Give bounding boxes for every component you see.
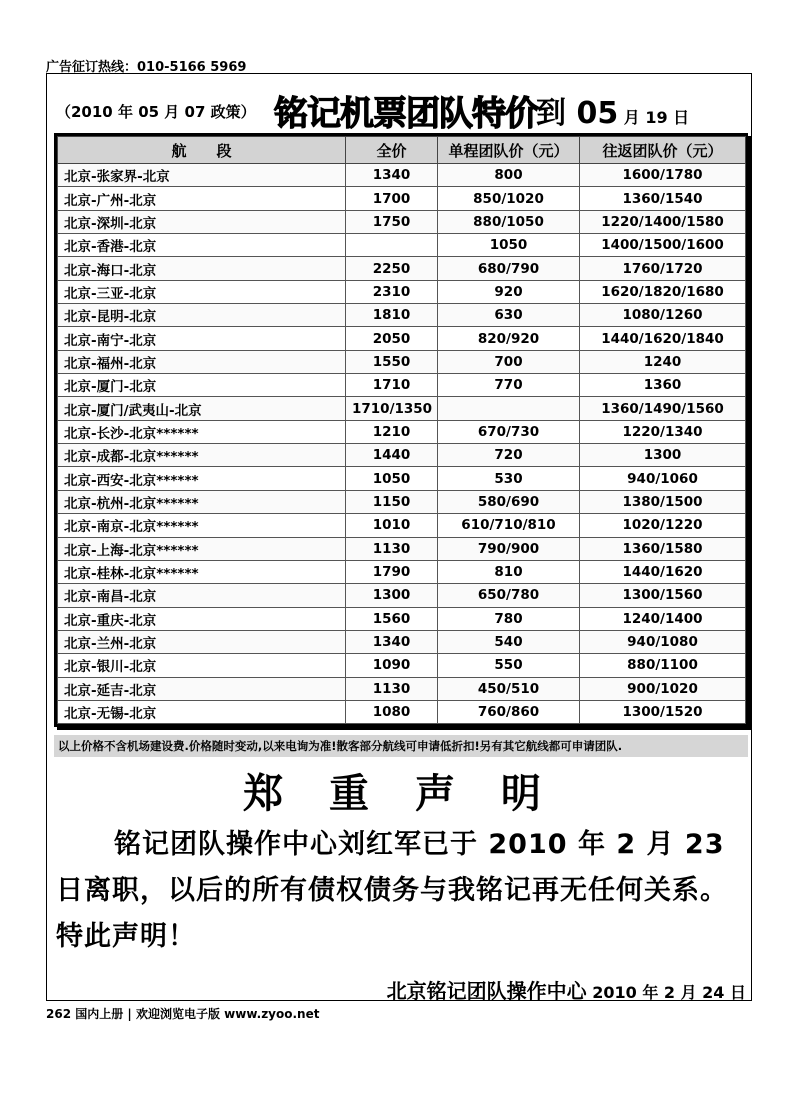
table-row <box>58 467 746 490</box>
route-cell: 北京-深圳-北京 <box>58 210 346 233</box>
table-row <box>58 257 746 280</box>
oneway-price-cell <box>438 397 580 420</box>
table-row <box>58 187 746 210</box>
oneway-price-cell: 920 <box>438 280 580 303</box>
return-price-cell: 1360/1580 <box>580 537 746 560</box>
return-price-cell: 1300/1560 <box>580 584 746 607</box>
return-price-cell: 940/1080 <box>580 630 746 653</box>
fare-table <box>57 136 746 724</box>
route-cell: 北京-桂林-北京****** <box>58 560 346 583</box>
price-note: 以上价格不含机场建设费.价格随时变动,以来电询为准!散客部分航线可申请低折扣!另有其它航线都可申请团队. <box>54 735 748 757</box>
table-row <box>58 490 746 513</box>
fare-table-container <box>54 133 748 727</box>
col-oneway-group: 单程团队价（元） <box>438 137 580 164</box>
return-price-cell: 900/1020 <box>580 677 746 700</box>
full-price-cell: 1750 <box>346 210 438 233</box>
full-price-cell: 1340 <box>346 630 438 653</box>
table-row <box>58 654 746 677</box>
route-cell: 北京-兰州-北京 <box>58 630 346 653</box>
table-row <box>58 420 746 443</box>
route-cell: 北京-厦门-北京 <box>58 374 346 397</box>
full-price-cell: 1790 <box>346 560 438 583</box>
return-price-cell: 1080/1260 <box>580 304 746 327</box>
table-row <box>58 374 746 397</box>
full-price-cell: 2050 <box>346 327 438 350</box>
oneway-price-cell: 580/690 <box>438 490 580 513</box>
table-row <box>58 164 746 187</box>
oneway-price-cell: 700 <box>438 350 580 373</box>
route-cell: 北京-长沙-北京****** <box>58 420 346 443</box>
route-cell: 北京-昆明-北京 <box>58 304 346 327</box>
return-price-cell: 1440/1620/1840 <box>580 327 746 350</box>
route-cell: 北京-福州-北京 <box>58 350 346 373</box>
route-cell: 北京-西安-北京****** <box>58 467 346 490</box>
return-price-cell: 1300 <box>580 444 746 467</box>
declaration-signature <box>387 975 746 1004</box>
oneway-price-cell: 1050 <box>438 234 580 257</box>
route-cell: 北京-无锡-北京 <box>58 700 346 723</box>
declaration-title: 郑 重 声 明 <box>243 771 557 817</box>
table-row <box>58 397 746 420</box>
table-row <box>58 210 746 233</box>
oneway-price-cell: 800 <box>438 164 580 187</box>
oneway-price-cell: 540 <box>438 630 580 653</box>
oneway-price-cell: 550 <box>438 654 580 677</box>
route-cell: 北京-南昌-北京 <box>58 584 346 607</box>
return-price-cell: 1620/1820/1680 <box>580 280 746 303</box>
table-row <box>58 304 746 327</box>
full-price-cell: 1130 <box>346 537 438 560</box>
table-row <box>58 630 746 653</box>
return-price-cell: 940/1060 <box>580 467 746 490</box>
table-row <box>58 677 746 700</box>
return-price-cell: 1220/1340 <box>580 420 746 443</box>
oneway-price-cell: 760/860 <box>438 700 580 723</box>
full-price-cell: 1080 <box>346 700 438 723</box>
return-price-cell: 1600/1780 <box>580 164 746 187</box>
return-price-cell: 1760/1720 <box>580 257 746 280</box>
declaration-text: 铭记团队操作中心刘红军已于 2010 年 2 月 23 日离职，以后的所有债权债务与我铭记再无任何关系。特此声明！ <box>56 829 728 952</box>
table-row <box>58 280 746 303</box>
valid-until-day: 到 05 <box>536 96 619 131</box>
return-price-cell: 1020/1220 <box>580 514 746 537</box>
route-cell: 北京-南京-北京****** <box>58 514 346 537</box>
table-row <box>58 234 746 257</box>
oneway-price-cell: 630 <box>438 304 580 327</box>
return-price-cell: 1400/1500/1600 <box>580 234 746 257</box>
oneway-price-cell: 880/1050 <box>438 210 580 233</box>
route-cell: 北京-张家界-北京 <box>58 164 346 187</box>
oneway-price-cell: 530 <box>438 467 580 490</box>
oneway-price-cell: 850/1020 <box>438 187 580 210</box>
return-price-cell: 1360/1540 <box>580 187 746 210</box>
oneway-price-cell: 780 <box>438 607 580 630</box>
col-route: 航 段 <box>58 137 346 164</box>
full-price-cell: 1700 <box>346 187 438 210</box>
return-price-cell: 1360/1490/1560 <box>580 397 746 420</box>
full-price-cell: 1710/1350 <box>346 397 438 420</box>
declaration-body <box>56 822 746 960</box>
route-cell: 北京-杭州-北京****** <box>58 490 346 513</box>
full-price-cell: 1150 <box>346 490 438 513</box>
ad-hotline: 广告征订热线：010-5166 5969 <box>46 60 247 75</box>
return-price-cell: 880/1100 <box>580 654 746 677</box>
route-cell: 北京-香港-北京 <box>58 234 346 257</box>
signature-org: 北京铭记团队操作中心 <box>386 979 587 1003</box>
route-cell: 北京-成都-北京****** <box>58 444 346 467</box>
oneway-price-cell: 670/730 <box>438 420 580 443</box>
table-row <box>58 514 746 537</box>
route-cell: 北京-南宁-北京 <box>58 327 346 350</box>
return-price-cell: 1300/1520 <box>580 700 746 723</box>
table-row <box>58 350 746 373</box>
return-price-cell: 1440/1620 <box>580 560 746 583</box>
signature-date: 2010 年 2 月 24 日 <box>586 983 746 1002</box>
oneway-price-cell: 810 <box>438 560 580 583</box>
oneway-price-cell: 610/710/810 <box>438 514 580 537</box>
full-price-cell <box>346 234 438 257</box>
oneway-price-cell: 770 <box>438 374 580 397</box>
table-row <box>58 584 746 607</box>
route-cell: 北京-银川-北京 <box>58 654 346 677</box>
oneway-price-cell: 720 <box>438 444 580 467</box>
route-cell: 北京-厦门/武夷山-北京 <box>58 397 346 420</box>
route-cell: 北京-延吉-北京 <box>58 677 346 700</box>
full-price-cell: 1340 <box>346 164 438 187</box>
return-price-cell: 1380/1500 <box>580 490 746 513</box>
route-cell: 北京-广州-北京 <box>58 187 346 210</box>
full-price-cell: 1210 <box>346 420 438 443</box>
page-title: 铭记机票团队特价 <box>274 94 538 134</box>
table-row <box>58 607 746 630</box>
col-return-group: 往返团队价（元） <box>580 137 746 164</box>
table-header-row <box>58 137 746 164</box>
oneway-price-cell: 650/780 <box>438 584 580 607</box>
return-price-cell: 1240 <box>580 350 746 373</box>
full-price-cell: 1010 <box>346 514 438 537</box>
full-price-cell: 2310 <box>346 280 438 303</box>
fare-table-body <box>58 164 746 724</box>
return-price-cell: 1220/1400/1580 <box>580 210 746 233</box>
full-price-cell: 1810 <box>346 304 438 327</box>
route-cell: 北京-重庆-北京 <box>58 607 346 630</box>
full-price-cell: 1710 <box>346 374 438 397</box>
full-price-cell: 1050 <box>346 467 438 490</box>
table-row <box>58 700 746 723</box>
full-price-cell: 2250 <box>346 257 438 280</box>
table-row <box>58 537 746 560</box>
oneway-price-cell: 790/900 <box>438 537 580 560</box>
policy-date: （2010 年 05 月 07 政策） <box>56 103 256 121</box>
return-price-cell: 1360 <box>580 374 746 397</box>
full-price-cell: 1560 <box>346 607 438 630</box>
table-row <box>58 444 746 467</box>
route-cell: 北京-海口-北京 <box>58 257 346 280</box>
route-cell: 北京-上海-北京****** <box>58 537 346 560</box>
page-footer: 262 国内上册 | 欢迎浏览电子版 www.zyoo.net <box>46 1007 320 1021</box>
full-price-cell: 1090 <box>346 654 438 677</box>
oneway-price-cell: 680/790 <box>438 257 580 280</box>
oneway-price-cell: 820/920 <box>438 327 580 350</box>
page-header <box>52 84 742 134</box>
full-price-cell: 1300 <box>346 584 438 607</box>
table-row <box>58 560 746 583</box>
full-price-cell: 1550 <box>346 350 438 373</box>
valid-until-month: 月 19 日 <box>618 108 690 127</box>
oneway-price-cell: 450/510 <box>438 677 580 700</box>
col-full-price: 全价 <box>346 137 438 164</box>
route-cell: 北京-三亚-北京 <box>58 280 346 303</box>
valid-until <box>536 88 689 132</box>
table-row <box>58 327 746 350</box>
return-price-cell: 1240/1400 <box>580 607 746 630</box>
full-price-cell: 1130 <box>346 677 438 700</box>
full-price-cell: 1440 <box>346 444 438 467</box>
